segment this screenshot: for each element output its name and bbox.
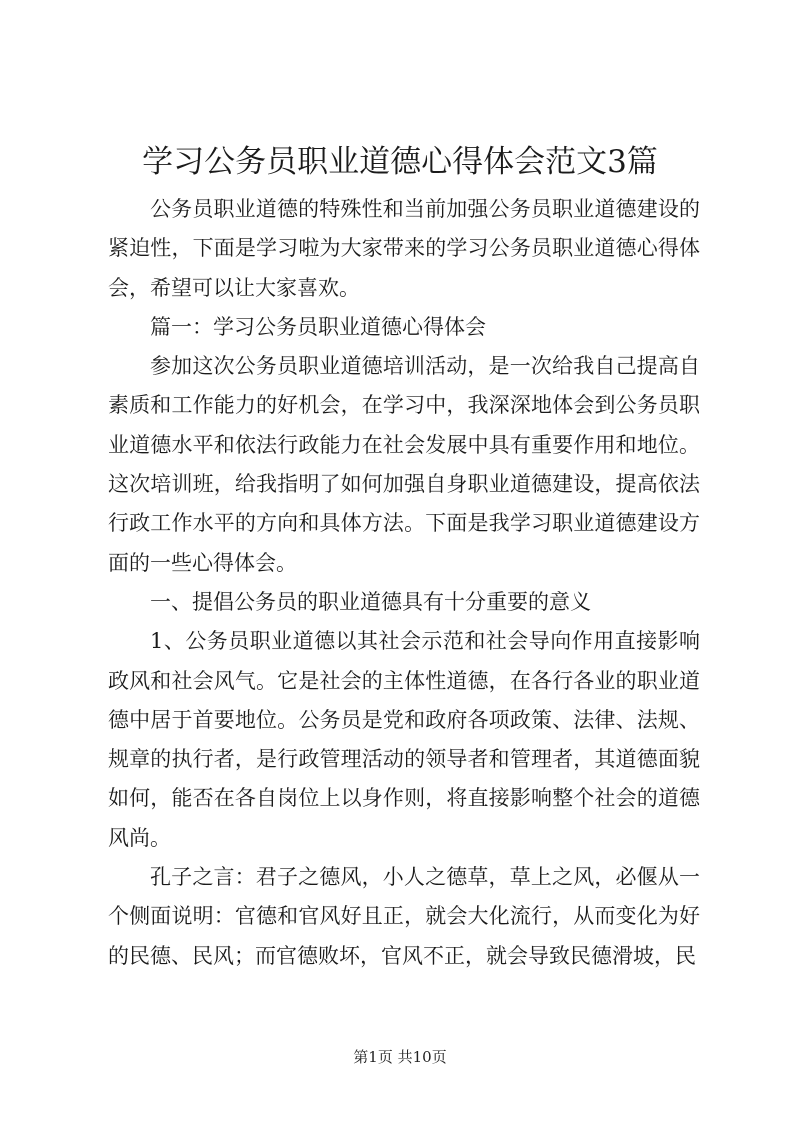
body-paragraph-point-one: 1、公务员职业道德以其社会示范和社会导向作用直接影响政风和社会风气。它是社会的主体性道德，在各行各业的职业道德中居于首要地位。公务员是党和政府各项政策、法律、法规、规章的执行者，是行政管理活动的领导者和管理者，其道德面貌如何，能否在各自岗位上以身作则，将直接影响整个社会的道德风尚。 <box>108 629 700 850</box>
document-title: 学习公务员职业道德心得体会范文3篇 <box>142 144 658 180</box>
section-heading-part-one: 篇一：学习公务员职业道德心得体会 <box>150 314 486 339</box>
body-paragraph-training: 参加这次公务员职业道德培训活动，是一次给我自己提高自素质和工作能力的好机会，在学习中，我深深地体会到公务员职业道德水平和依法行政能力在社会发展中具有重要作用和地位。这次培训班，给我指明了如何加强自身职业道德建设，提高依法行政工作水平的方向和具体方法。下面是我学习职业道德建设方面的一些心得体会。 <box>108 354 700 575</box>
intro-paragraph: 公务员职业道德的特殊性和当前加强公务员职业道德建设的紧迫性，下面是学习啦为大家带来的学习公务员职业道德心得体会，希望可以让大家喜欢。 <box>108 197 700 300</box>
body-paragraph-confucius: 孔子之言：君子之德风，小人之德草，草上之风，必偃从一个侧面说明：官德和官风好且正，就会大化流行，从而变化为好的民德、民风；而官德败坏，官风不正，就会导致民德滑坡，民 <box>108 865 700 968</box>
page-number-footer: 第1页 共10页 <box>353 1048 447 1066</box>
document-body <box>108 190 700 976</box>
section-heading-importance: 一、提倡公务员的职业道德具有十分重要的意义 <box>150 589 591 614</box>
